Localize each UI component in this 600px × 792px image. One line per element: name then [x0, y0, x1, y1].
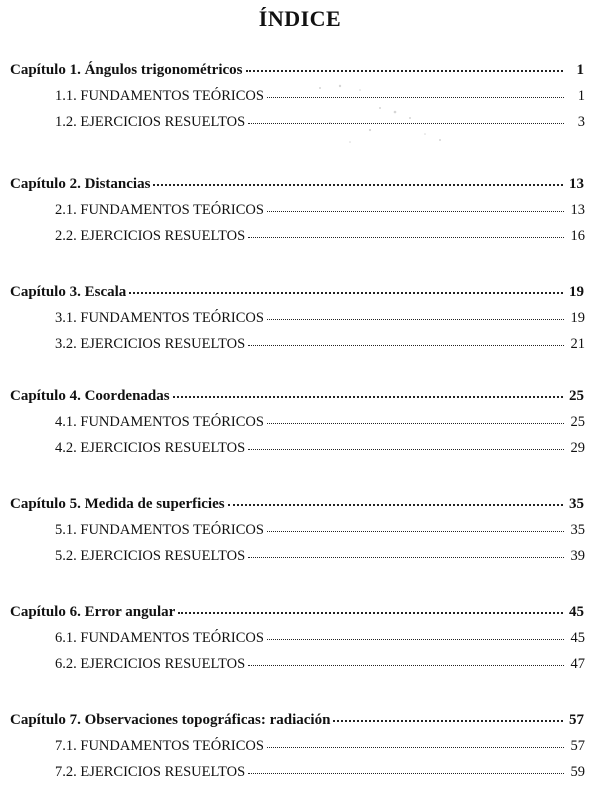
- page-number: 39: [570, 548, 585, 564]
- dot-leader: [267, 639, 564, 640]
- chapter-title: Capítulo 7. Observaciones topográficas: radiación: [10, 712, 331, 728]
- toc-section-3-2[interactable]: [55, 336, 585, 353]
- section-title: 7.2. EJERCICIOS RESUELTOS: [55, 764, 246, 780]
- toc-section-1-1[interactable]: [55, 88, 585, 105]
- toc-chapter-6[interactable]: [10, 604, 584, 621]
- dot-leader: [153, 184, 563, 186]
- toc-section-1-2[interactable]: [55, 114, 585, 131]
- toc-section-3-1[interactable]: [55, 310, 585, 327]
- page-number: 13: [570, 202, 585, 218]
- toc-section-7-2[interactable]: [55, 764, 585, 781]
- toc-section-6-2[interactable]: [55, 656, 585, 673]
- page-number: 45: [570, 630, 585, 646]
- page-number: 45: [569, 604, 584, 620]
- chapter-title: Capítulo 5. Medida de superficies: [10, 496, 225, 512]
- chapter-title: Capítulo 3. Escala: [10, 284, 127, 300]
- dot-leader: [248, 773, 564, 774]
- section-title: 2.2. EJERCICIOS RESUELTOS: [55, 228, 246, 244]
- toc-chapter-5[interactable]: [10, 496, 584, 513]
- toc-chapter-2[interactable]: [10, 176, 584, 193]
- dot-leader: [129, 292, 563, 294]
- page-number: 1: [576, 62, 584, 78]
- section-title: 2.1. FUNDAMENTOS TEÓRICOS: [55, 202, 264, 218]
- section-title: 4.1. FUNDAMENTOS TEÓRICOS: [55, 414, 264, 430]
- dot-leader: [246, 70, 564, 72]
- toc-section-6-1[interactable]: [55, 630, 585, 647]
- page-number: 57: [570, 738, 585, 754]
- dot-leader: [267, 319, 564, 320]
- page-number: 47: [570, 656, 585, 672]
- chapter-title: Capítulo 4. Coordenadas: [10, 388, 170, 404]
- chapter-title: Capítulo 2. Distancias: [10, 176, 151, 192]
- section-title: 6.1. FUNDAMENTOS TEÓRICOS: [55, 630, 264, 646]
- section-title: 3.1. FUNDAMENTOS TEÓRICOS: [55, 310, 264, 326]
- dot-leader: [248, 665, 564, 666]
- section-title: 5.1. FUNDAMENTOS TEÓRICOS: [55, 522, 264, 538]
- dot-leader: [267, 97, 564, 98]
- section-title: 5.2. EJERCICIOS RESUELTOS: [55, 548, 246, 564]
- toc-section-5-1[interactable]: [55, 522, 585, 539]
- dot-leader: [267, 423, 564, 424]
- dot-leader: [248, 237, 564, 238]
- dot-leader: [228, 504, 563, 506]
- page-number: 57: [569, 712, 584, 728]
- page-number: 19: [570, 310, 585, 326]
- page-number: 21: [570, 336, 585, 352]
- toc-chapter-7[interactable]: [10, 712, 584, 729]
- page-number: 29: [570, 440, 585, 456]
- section-title: 1.2. EJERCICIOS RESUELTOS: [55, 114, 246, 130]
- page-number: 59: [570, 764, 585, 780]
- toc-section-7-1[interactable]: [55, 738, 585, 755]
- page-number: 13: [569, 176, 584, 192]
- section-title: 6.2. EJERCICIOS RESUELTOS: [55, 656, 246, 672]
- dot-leader: [173, 396, 563, 398]
- page-number: 35: [570, 522, 585, 538]
- page-title: ÍNDICE: [258, 6, 342, 31]
- toc-section-5-2[interactable]: [55, 548, 585, 565]
- section-title: 4.2. EJERCICIOS RESUELTOS: [55, 440, 246, 456]
- page-number: 1: [577, 88, 585, 104]
- page-number: 16: [570, 228, 585, 244]
- toc-chapter-3[interactable]: [10, 284, 584, 301]
- section-title: 7.1. FUNDAMENTOS TEÓRICOS: [55, 738, 264, 754]
- page-number: 35: [569, 496, 584, 512]
- toc-chapter-4[interactable]: [10, 388, 584, 405]
- section-title: 1.1. FUNDAMENTOS TEÓRICOS: [55, 88, 264, 104]
- chapter-title: Capítulo 1. Ángulos trigonométricos: [10, 62, 243, 78]
- toc-chapter-1[interactable]: [10, 62, 584, 79]
- page-number: 19: [569, 284, 584, 300]
- page-number: 25: [570, 414, 585, 430]
- toc-section-4-2[interactable]: [55, 440, 585, 457]
- dot-leader: [248, 449, 564, 450]
- dot-leader: [333, 720, 563, 722]
- dot-leader: [248, 345, 564, 346]
- dot-leader: [267, 531, 564, 532]
- toc-section-4-1[interactable]: [55, 414, 585, 431]
- toc-section-2-1[interactable]: [55, 202, 585, 219]
- section-title: 3.2. EJERCICIOS RESUELTOS: [55, 336, 246, 352]
- dot-leader: [248, 557, 564, 558]
- chapter-title: Capítulo 6. Error angular: [10, 604, 176, 620]
- toc-section-2-2[interactable]: [55, 228, 585, 245]
- page-number: 25: [569, 388, 584, 404]
- page-number: 3: [577, 114, 585, 130]
- dot-leader: [267, 747, 564, 748]
- dot-leader: [178, 612, 563, 614]
- dot-leader: [267, 211, 564, 212]
- dot-leader: [248, 123, 564, 124]
